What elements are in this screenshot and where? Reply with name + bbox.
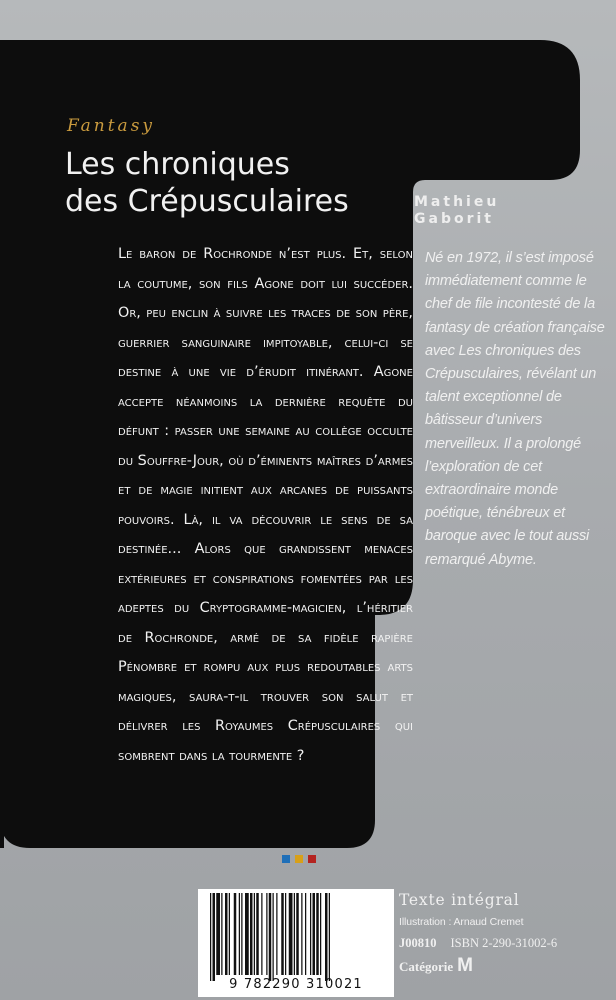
barcode-bar	[313, 893, 316, 975]
barcode-bar	[294, 893, 295, 975]
barcode-bar	[229, 893, 230, 975]
title-line-2: des Crépusculaires	[65, 184, 349, 219]
barcode-bar	[250, 893, 253, 975]
barcode-bar	[234, 893, 237, 975]
decor-dot-yellow	[295, 855, 303, 863]
barcode-bar	[281, 893, 284, 975]
series-label: Fantasy	[67, 116, 156, 136]
barcode-bar	[216, 893, 220, 975]
decor-dot-blue	[282, 855, 290, 863]
barcode-bar	[325, 893, 328, 981]
barcode-bar	[310, 893, 311, 975]
title-line-1: Les chroniques	[65, 147, 290, 182]
barcode-bar	[320, 893, 321, 975]
barcode-bar	[239, 893, 240, 975]
author-name	[414, 194, 499, 228]
barcode-bar	[296, 893, 299, 975]
publisher-ref: J00810	[399, 936, 437, 950]
category	[399, 954, 613, 978]
barcode-bar	[305, 893, 306, 975]
barcode-bar	[210, 893, 211, 981]
barcode-bar	[245, 893, 249, 975]
barcode	[198, 889, 394, 997]
barcode-bar	[225, 893, 228, 975]
category-label: Catégorie	[399, 959, 454, 974]
barcode-bar	[289, 893, 293, 975]
illustration-credit: Illustration : Arnaud Cremet	[399, 916, 524, 928]
barcode-bar	[256, 893, 259, 975]
barcode-bar	[254, 893, 255, 975]
barcode-bar	[269, 893, 272, 981]
author-last-name: Gaborit	[414, 211, 494, 227]
barcode-bar	[329, 893, 330, 981]
barcode-bar	[276, 893, 277, 975]
barcode-bar	[273, 893, 274, 981]
decor-dot-red	[308, 855, 316, 863]
reference-codes	[399, 932, 613, 954]
publication-info	[399, 888, 613, 978]
barcode-bar	[285, 893, 286, 975]
edition-note: Texte intégral	[399, 891, 520, 909]
book-title	[65, 146, 349, 220]
author-bio: Né en 1972, il s’est imposé immédiatement comme le chef de file incontesté de la fantasy de création française avec Les chroniques des Crépusculaires, révélant un talent exceptionnel de bâtisseur d’univers merveilleux. Il a prolongé l’exploration de cet extraordinaire monde poétique, ténébreux et baroque avec le tout aussi remarqué Abyme.	[425, 250, 605, 568]
barcode-bar	[266, 893, 267, 975]
synopsis-text: Le baron de Rochronde n’est plus. Et, selon la coutume, son fils Agone doit lui succéder. Or, peu enclin à suivre les traces de son père, guerrier sanguinaire impitoyable, celui-ci se destine à une vie d’érudit itinérant. Agone accepte néanmoins la dernière requête du défunt : passer une semaine au collège occulte du Souffre-Jour, où d’éminents maîtres d’armes et de magie initient aux arcanes de puissants pouvoirs. Là, il va découvrir le sens de sa destinée... Alors que grandissent menaces extérieures et conspirations fomentées par les adeptes du Cryptogramme-magicien, l’héritier de Rochronde, armé de sa fidèle rapière Pénombre et rompu aux plus redoutables arts magiques, saura-t-il trouver son salut et délivrer les Royaumes Crépusculaires qui sombrent dans la tourmente ?	[118, 246, 413, 764]
barcode-bar	[221, 893, 222, 975]
isbn: ISBN 2-290-31002-6	[450, 936, 558, 950]
barcode-bar	[241, 893, 242, 975]
barcode-digits: 9 782290 310021	[229, 977, 363, 992]
barcode-bar	[261, 893, 262, 975]
barcode-bar	[213, 893, 216, 981]
category-letter: M	[457, 955, 473, 976]
author-first-name: Mathieu	[414, 194, 500, 210]
barcode-bar	[316, 893, 319, 975]
barcode-bar	[301, 893, 302, 975]
decor-dots	[282, 850, 321, 858]
